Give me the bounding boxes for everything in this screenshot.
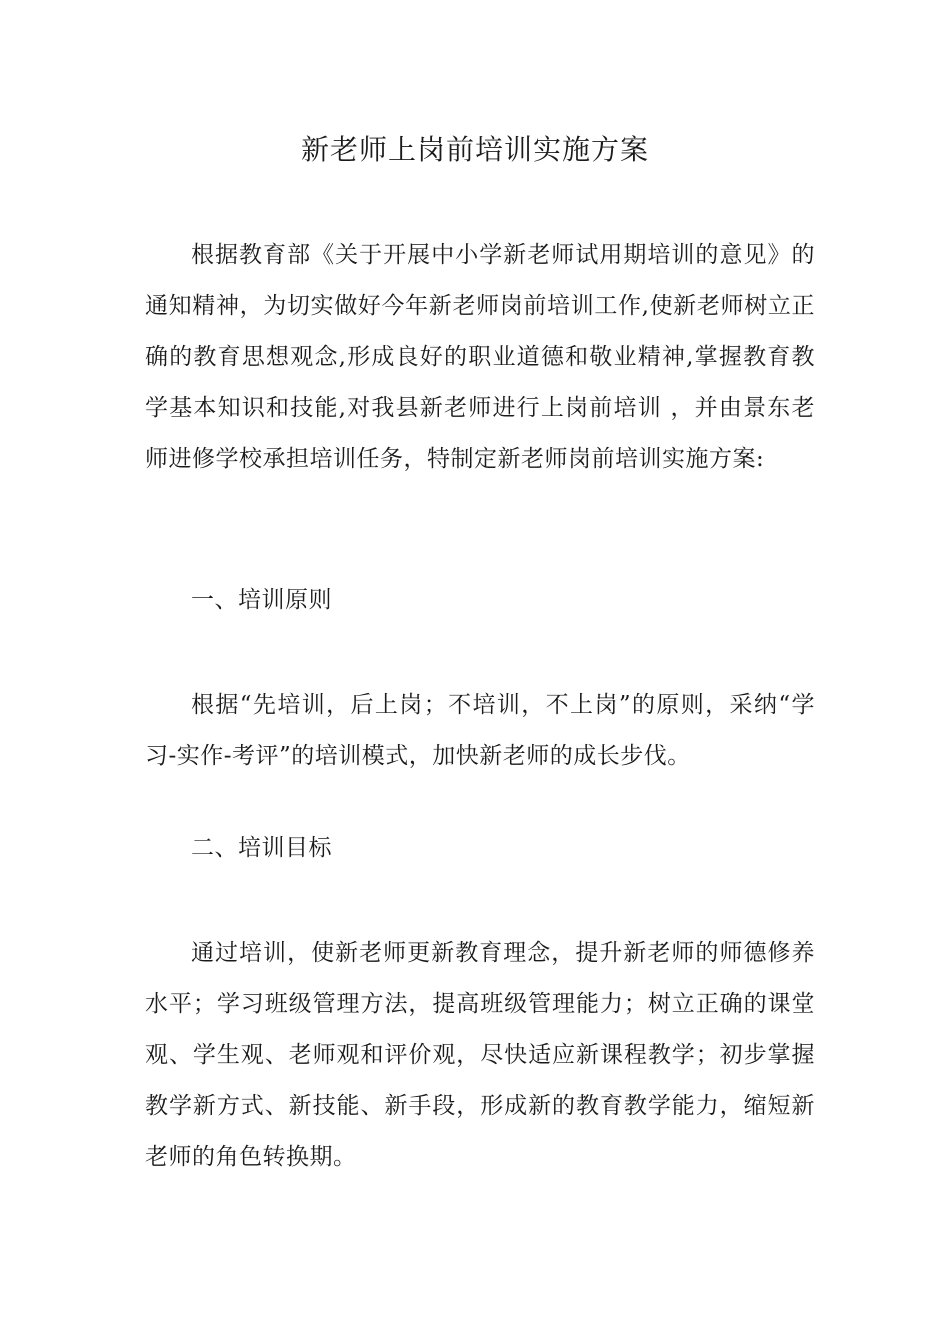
intro-paragraph: 根据教育部《关于开展中小学新老师试用期培训的意见》的通知精神，为切实做好今年新老师岗前培训工作,使新老师树立正确的教育思想观念,形成良好的职业道德和敬业精神,掌握教育教学基本知识和技能,对我县新老师进行上岗前培训 ，并由景东老师进修学校承担培训任务，特制定新老师岗前培训实施方案: (145, 242, 815, 472)
section-body-principle: 根据“先培训，后上岗；不培训，不上岗”的原则，采纳“学习-实作-考评”的培训模式，加快新老师的成长步伐。 (145, 692, 815, 769)
section-heading-goal: 二、培训目标 (191, 835, 332, 861)
section-heading-principle: 一、培训原则 (191, 587, 332, 613)
page-title: 新老师上岗前培训实施方案 (300, 133, 649, 166)
section-body-goal: 通过培训，使新老师更新教育理念，提升新老师的师德修养水平；学习班级管理方法，提高班级管理能力；树立正确的课堂观、学生观、老师观和评价观，尽快适应新课程教学；初步掌握教学新方式、新技能、新手段，形成新的教育教学能力，缩短新老师的角色转换期。 (145, 940, 815, 1170)
